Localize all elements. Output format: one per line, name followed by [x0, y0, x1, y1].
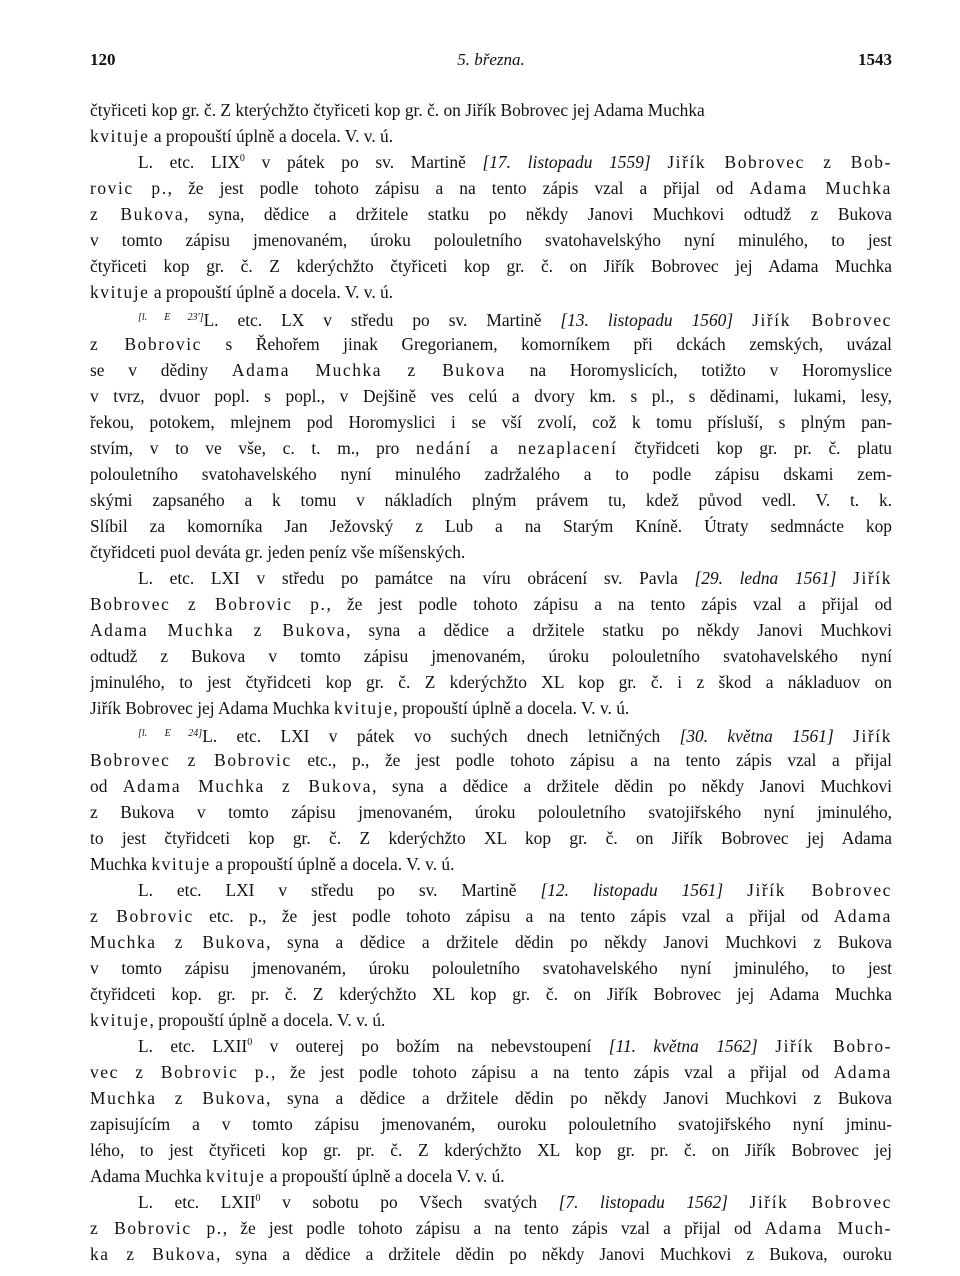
- text-line: [90, 201, 892, 227]
- text-segment: , že jest podle tohoto zápisu a na tento zápis vzal a přijal od: [326, 594, 892, 614]
- text-segment: v tomto zápisu jmenovaném, úroku polouletního svatohavelského nyní jminulého, to jest: [90, 958, 892, 978]
- text-segment: ka z Bukova: [90, 1244, 216, 1264]
- text-segment: , syna a dědice a držitele dědin po někdy Janovi Muchkovi z Bukova, ouroku: [215, 1244, 892, 1264]
- text-line: [90, 279, 892, 305]
- text-line: [90, 149, 892, 175]
- text-segment: Adama Muchka z Bukova: [90, 620, 347, 640]
- text-segment: čtyřidceti kop. gr. pr. č. Z kderýchžto XL kop gr. č. on Jiřík Bobrovec jej Adama Muchka: [90, 984, 892, 1004]
- text-segment: [836, 568, 853, 588]
- text-segment: odtudž z Bukova v tomto zápisu jmenovaném, úroku polouletního svatohavelského nyní: [90, 646, 892, 666]
- text-segment: , že jest podle tohoto zápisu a na tento zápis vzal a přijal od: [222, 1218, 765, 1238]
- running-year: 1543: [858, 50, 892, 69]
- text-segment: Jiřík Bobro-: [775, 1036, 892, 1056]
- text-line: [90, 539, 892, 565]
- text-line: [90, 877, 892, 903]
- text-line: [90, 825, 892, 851]
- text-line: [90, 773, 892, 799]
- text-segment: kvituje: [333, 698, 394, 718]
- text-line: [90, 1189, 892, 1215]
- text-line: [90, 357, 892, 383]
- text-segment: Adama: [833, 906, 892, 926]
- text-line: [90, 409, 892, 435]
- folio-reference: [l. E 24]: [138, 728, 203, 739]
- text-segment: z Bobrovic: [90, 906, 194, 926]
- text-line: [90, 253, 892, 279]
- text-segment: z Bukova v tomto zápisu jmenovaném, úroku polouletního svatojiřského nyní jminulého,: [90, 802, 892, 822]
- text-segment: nedání a nezaplacení: [416, 438, 618, 458]
- text-segment: [834, 726, 853, 746]
- text-line: [90, 643, 892, 669]
- text-segment: čtyřiceti kop gr. č. Z kterýchžto čtyřiceti kop gr. č. on Jiřík Bobrovec jej Adama Muchka: [90, 100, 705, 120]
- text-segment: v sobotu po Všech svatých: [260, 1192, 559, 1212]
- text-line: [90, 929, 892, 955]
- text-segment: Bobrovec z Bobrovic p.: [90, 594, 327, 614]
- text-segment: na Horomyslicích, totižto v Horomyslice: [505, 360, 892, 380]
- folio-reference: [l. E 23']: [138, 312, 204, 323]
- text-segment: Bobrovec z Bobrovic: [90, 750, 292, 770]
- text-line: [90, 1163, 892, 1189]
- text-segment: Jiřík Bobrovec: [747, 880, 892, 900]
- text-line: [90, 695, 892, 721]
- text-segment: čtyřidceti puol deváta gr. jeden peníz vše míšenských.: [90, 542, 466, 562]
- text-line: [90, 305, 892, 331]
- text-segment: L. etc. LXII: [138, 1192, 256, 1212]
- text-segment: lého, to jest čtyřiceti kop gr. pr. č. Z kderýchžto XL kop gr. pr. č. on Jiřík Bobrovec jej: [90, 1140, 892, 1160]
- date-annotation: [29. ledna 1561]: [694, 568, 837, 588]
- text-segment: kvituje: [90, 1010, 150, 1030]
- text-segment: a propouští úplně a docela. V. v. ú.: [149, 126, 394, 146]
- date-annotation: [12. listopadu 1561]: [540, 880, 724, 900]
- text-segment: z Bobrovic: [90, 334, 202, 354]
- text-line: [90, 1215, 892, 1241]
- text-segment: Adama: [833, 1062, 892, 1082]
- text-segment: s Řehořem jinak Gregorianem, komorníkem při dckách zemských, uvázal: [202, 334, 892, 354]
- date-annotation: [13. listopadu 1560]: [560, 310, 734, 330]
- text-line: [90, 617, 892, 643]
- text-line: [90, 1033, 892, 1059]
- text-line: [90, 227, 892, 253]
- text-line: [90, 123, 892, 149]
- text-segment: se v dědiny: [90, 360, 232, 380]
- text-segment: 0: [247, 1037, 253, 1049]
- text-segment: [651, 152, 668, 172]
- text-line: [90, 721, 892, 747]
- text-segment: a propouští úplně a docela V. v. ú.: [265, 1166, 505, 1186]
- text-line: [90, 955, 892, 981]
- text-segment: , syna a dědice a držitele dědin po někdy Janovi Muchkovi z Bukova: [266, 1088, 892, 1108]
- text-segment: a propouští úplně a docela. V. v. ú.: [210, 854, 455, 874]
- text-segment: Muchka z Bukova: [90, 1088, 267, 1108]
- text-segment: kvituje: [205, 1166, 266, 1186]
- text-segment: z Bukova: [90, 204, 185, 224]
- text-segment: Jiřík Bobrovec: [752, 310, 892, 330]
- page-number: 120: [90, 50, 116, 69]
- text-line: [90, 799, 892, 825]
- text-line: [90, 435, 892, 461]
- text-line: [90, 669, 892, 695]
- text-segment: Muchka: [90, 854, 152, 874]
- text-segment: a propouští úplně a docela. V. v. ú.: [149, 282, 394, 302]
- text-line: [90, 747, 892, 773]
- text-segment: L. etc. LXI v středu po sv. Martině: [138, 880, 541, 900]
- text-line: [90, 565, 892, 591]
- text-segment: v tomto zápisu jmenovaném, úroku polouletního svatohavelskýho nyní minulého, to jest: [90, 230, 892, 250]
- text-line: [90, 1085, 892, 1111]
- text-segment: Adama Muchka: [749, 178, 892, 198]
- text-segment: v outerej po božím na nebevstoupení: [252, 1036, 609, 1056]
- text-segment: Adama Muchka z Bukova: [122, 776, 373, 796]
- text-segment: kvituje: [151, 854, 211, 874]
- text-line: [90, 97, 892, 123]
- text-segment: Jiřík: [853, 568, 892, 588]
- text-segment: , syna a dědice a držitele statku po někdy Janovi Muchkovi: [346, 620, 892, 640]
- date-annotation: [30. května 1561]: [679, 726, 834, 746]
- text-line: [90, 331, 892, 357]
- text-line: [90, 383, 892, 409]
- text-segment: stvím, v to ve vše, c. t. m., pro: [90, 438, 416, 458]
- text-segment: 0: [239, 153, 245, 165]
- text-segment: čtyřiceti kop gr. č. Z kderýchžto čtyřiceti kop gr. č. on Jiřík Bobrovec jej Adama Muchka: [90, 256, 892, 276]
- text-segment: L. etc. LX v středu po sv. Martině: [203, 310, 561, 330]
- text-line: [90, 591, 892, 617]
- text-segment: , syna a dědice a držitele dědin po někdy Janovi Muchkovi: [372, 776, 892, 796]
- text-segment: rovic p.: [90, 178, 168, 198]
- text-segment: Adama Muchka: [90, 1166, 206, 1186]
- text-segment: Adama Muchka z Bukova: [231, 360, 506, 380]
- text-line: [90, 461, 892, 487]
- date-annotation: [17. listopadu 1559]: [482, 152, 651, 172]
- text-segment: polouletního svatohavelského nyní minulého zadržalého a to podle zápisu dskami zem-: [90, 464, 892, 484]
- date-annotation: [7. listopadu 1562]: [558, 1192, 728, 1212]
- text-segment: od: [90, 776, 123, 796]
- text-line: [90, 903, 892, 929]
- text-segment: Slíbil za komorníka Jan Ježovský z Lub a na Starým Kníně. Útraty sedmnácte kop: [90, 516, 892, 536]
- text-segment: L. etc. LXI v středu po památce na víru obrácení sv. Pavla: [138, 568, 695, 588]
- text-segment: Jiřík Bobrovec: [749, 1192, 892, 1212]
- text-line: [90, 513, 892, 539]
- text-segment: Jiřík Bobrovec jej Adama Muchka: [90, 698, 334, 718]
- text-segment: , že jest podle tohoto zápisu a na tento zápis vzal a přijal od: [167, 178, 750, 198]
- text-segment: kvituje: [90, 126, 150, 146]
- text-segment: , propouští úplně a docela. V. v. ú.: [149, 1010, 386, 1030]
- text-segment: řekou, potokem, mlejnem pod Horomyslici i se vší zvolí, což k tomu přísluší, s plným pan-: [90, 412, 892, 432]
- text-segment: etc. p., že jest podle tohoto zápisu a na tento zápis vzal a přijal od: [193, 906, 834, 926]
- text-segment: v pátek po sv. Martině: [244, 152, 483, 172]
- text-segment: [728, 1192, 750, 1212]
- text-segment: , že jest podle tohoto zápisu a na tento zápis vzal a přijal od: [270, 1062, 834, 1082]
- text-segment: [723, 880, 747, 900]
- text-segment: z Bobrovic p.: [90, 1218, 223, 1238]
- text-line: [90, 487, 892, 513]
- text-segment: kvituje: [90, 282, 150, 302]
- text-line: [90, 851, 892, 877]
- running-date: 5. března.: [457, 50, 525, 69]
- text-segment: zapisujícím a v tomto zápisu jmenovaném, ouroku polouletního svatojiřského nyní jminu-: [90, 1114, 892, 1134]
- text-segment: Adama Much-: [764, 1218, 892, 1238]
- text-segment: čtyřidceti kop gr. pr. č. platu: [617, 438, 892, 458]
- text-line: [90, 1059, 892, 1085]
- text-segment: L. etc. LXI v pátek vo suchých dnech letničných: [202, 726, 680, 746]
- text-segment: L. etc. LXII: [138, 1036, 248, 1056]
- text-segment: , propouští úplně a docela. V. v. ú.: [393, 698, 630, 718]
- page-header: [90, 50, 892, 74]
- text-line: [90, 981, 892, 1007]
- text-line: [90, 1241, 892, 1267]
- text-line: [90, 175, 892, 201]
- text-segment: [733, 310, 752, 330]
- text-segment: skými zapsaného a k tomu v nákladích plným právem tu, kdež původ vedl. V. t. k.: [90, 490, 892, 510]
- text-segment: etc., p., že jest podle tohoto zápisu a na tento zápis vzal a přijal: [291, 750, 892, 770]
- text-segment: to jest čtyřidceti kop gr. č. Z kderýchžto XL kop gr. č. on Jiřík Bobrovec jej Adama: [90, 828, 892, 848]
- text-segment: Jiřík Bobrovec z Bob-: [667, 152, 892, 172]
- date-annotation: [11. května 1562]: [608, 1036, 758, 1056]
- text-segment: Jiřík: [853, 726, 892, 746]
- text-line: [90, 1007, 892, 1033]
- document-body: [90, 97, 892, 1267]
- text-line: [90, 1111, 892, 1137]
- text-segment: , syna a dědice a držitele dědin po někdy Janovi Muchkovi z Bukova: [266, 932, 892, 952]
- text-segment: Muchka z Bukova: [90, 932, 267, 952]
- text-segment: , syna, dědice a držitele statku po někdy Janovi Muchkovi odtudž z Bukova: [184, 204, 892, 224]
- text-segment: 0: [255, 1193, 261, 1205]
- text-segment: vec z Bobrovic p.: [90, 1062, 271, 1082]
- text-segment: L. etc. LIX: [138, 152, 240, 172]
- text-line: [90, 1137, 892, 1163]
- text-segment: jminulého, to jest čtyřidceti kop gr. č. Z kderýchžto XL kop gr. č. i z škod a nákladuov on: [90, 672, 892, 692]
- text-segment: [758, 1036, 775, 1056]
- text-segment: v tvrz, dvuor popl. s popl., v Dejšině ves celú a dvory km. s pl., s dědinami, lukami, lesy,: [90, 386, 892, 406]
